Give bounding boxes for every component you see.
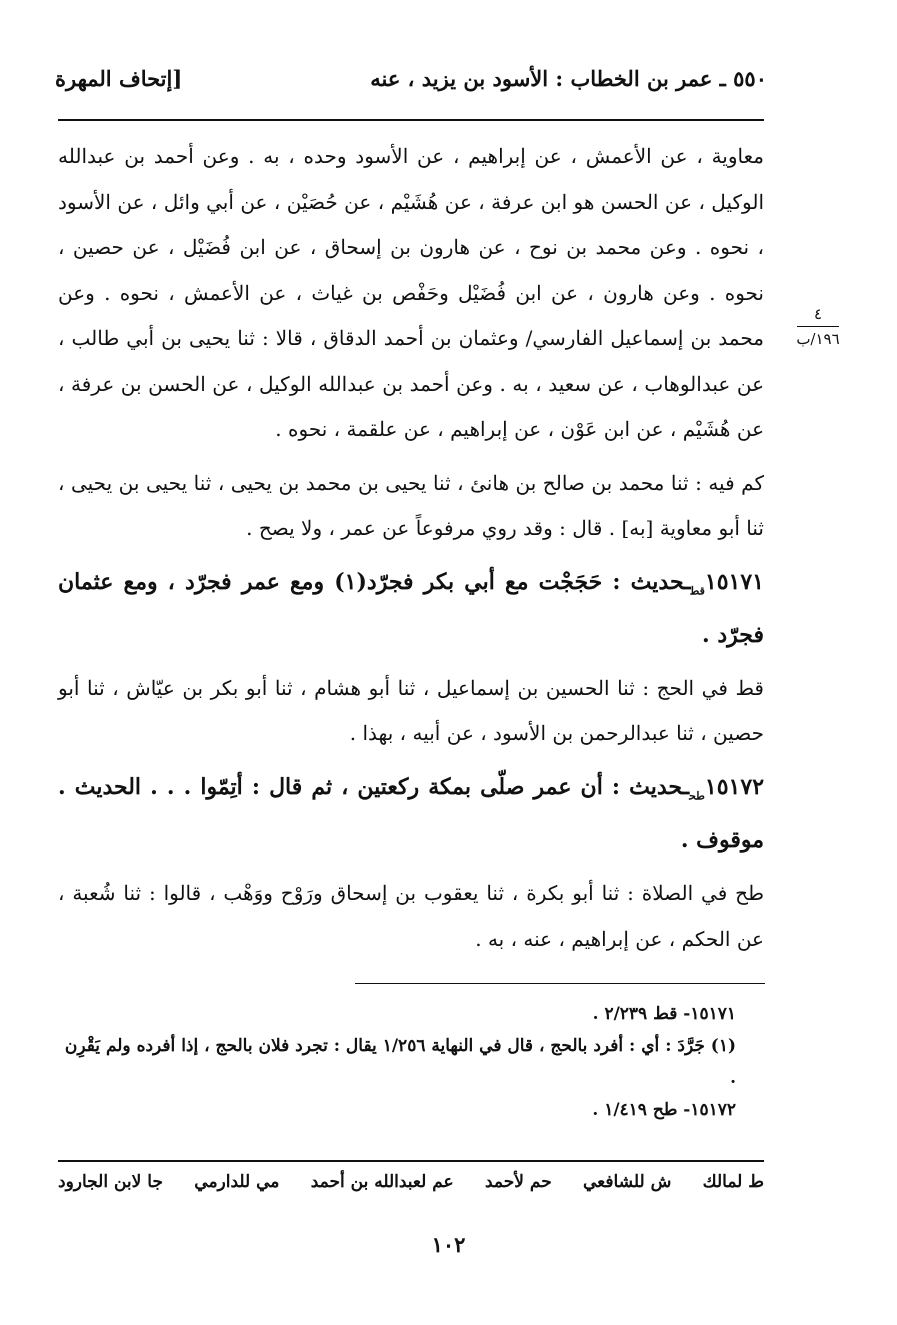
page-number: ١٠٢ — [431, 1232, 466, 1257]
abbreviation: مي للدارمي — [194, 1172, 280, 1192]
isnad-paragraph: طح في الصلاة : ثنا أبو بكرة ، ثنا يعقوب بن إسحاق ورَوْح ووَهْب ، قالوا : ثنا شُعبة ، عن الحكم ، عن إبراهيم ، عنه ، به . — [58, 881, 764, 951]
margin-note-folio: ١٩٦/ب — [796, 330, 840, 348]
hadith-entry — [58, 560, 764, 658]
abbreviation: ش للشافعي — [583, 1172, 672, 1192]
abbreviation-key — [58, 1172, 764, 1192]
margin-note-divider — [797, 326, 839, 327]
hadith-text: حَجَجْت مع أبي بكر فجرّد(١) ومع عمر فجرّد ، ومع عثمان فجرّد . — [58, 568, 764, 648]
running-header — [55, 66, 767, 106]
paragraph: كم فيه : ثنا محمد بن صالح بن هانئ ، ثنا يحيى بن محمد بن يحيى ، ثنا يحيى بن يحيى ، ثنا أبو معاوية [به] . قال : وقد روي مرفوعاً عن عمر ، ولا يصح . — [58, 470, 764, 540]
margin-note — [788, 304, 848, 349]
book-title: [إتحاف المهرة — [55, 66, 183, 91]
hadith-number: ١٥١٧٢ — [704, 773, 765, 800]
hadith-entry — [58, 765, 764, 863]
margin-note-volume: ٤ — [813, 305, 823, 323]
header-rule — [58, 119, 764, 121]
footnote: (١) جَرَّدَ : أي : أفرد بالحج ، قال في النهاية ١/٢٥٦ يقال : تجرد فلان بالحج ، إذا أفرده ولم يَقْرِن . — [64, 1036, 736, 1088]
footnotes — [58, 998, 764, 1126]
abbreviation: ط لمالك — [702, 1172, 764, 1192]
hadith-siglum: قط — [690, 583, 705, 597]
abbreviation: جا لابن الجارود — [58, 1172, 163, 1192]
hadith-text: أن عمر صلّى بمكة ركعتين ، ثم قال : أتِمّوا . . . الحديث . موقوف . — [58, 773, 764, 854]
hadith-label: ـحديث : — [611, 773, 690, 800]
footnote: ١٥١٧٢- طح ١/٤١٩ . — [592, 1100, 736, 1120]
main-text — [58, 134, 764, 962]
hadith-number: ١٥١٧١ — [704, 568, 764, 595]
footer-rule — [58, 1160, 764, 1162]
footnote-rule — [355, 983, 765, 984]
hadith-label: ـحديث : — [612, 568, 691, 595]
abbreviation: حم لأحمد — [485, 1172, 552, 1192]
chapter-title: ٥٥٠ ـ عمر بن الخطاب : الأسود بن يزيد ، عنه — [370, 66, 767, 91]
hadith-siglum: طح — [689, 789, 705, 803]
abbreviation: عم لعبدالله بن أحمد — [310, 1172, 454, 1192]
paragraph: معاوية ، عن الأعمش ، عن إبراهيم ، عن الأسود وحده ، به . وعن أحمد بن عبدالله الوكيل ، عن الحسن هو ابن عرفة ، عن هُشَيْم ، عن حُصَيْن ، عن أبي وائل ، عن الأسود ، نحوه . وعن محمد بن نوح ، عن هارون بن إسحاق ، عن ابن فُضَيْل ، عن حصين ، نحوه . وعن هارون ، عن ابن فُضَيْل وحَفْص بن غياث ، عن الأعمش ، نحوه . وعن محمد بن إسماعيل الفارسي/ وعثمان بن أحمد الدقاق ، قالا : ثنا يحيى بن أبي طالب ، عن عبدالوهاب ، عن سعيد ، به . وعن أحمد بن عبدالله الوكيل ، عن الحسن بن عرفة ، عن هُشَيْم ، عن ابن عَوْن ، عن إبراهيم ، عن علقمة ، نحوه . — [58, 144, 764, 441]
isnad-paragraph: قط في الحج : ثنا الحسين بن إسماعيل ، ثنا أبو هشام ، ثنا أبو بكر بن عيّاش ، ثنا أبو حصين ، ثنا عبدالرحمن بن الأسود ، عن أبيه ، بهذا . — [58, 675, 764, 746]
footnote: ١٥١٧١- قط ٢/٢٣٩ . — [592, 1004, 736, 1024]
